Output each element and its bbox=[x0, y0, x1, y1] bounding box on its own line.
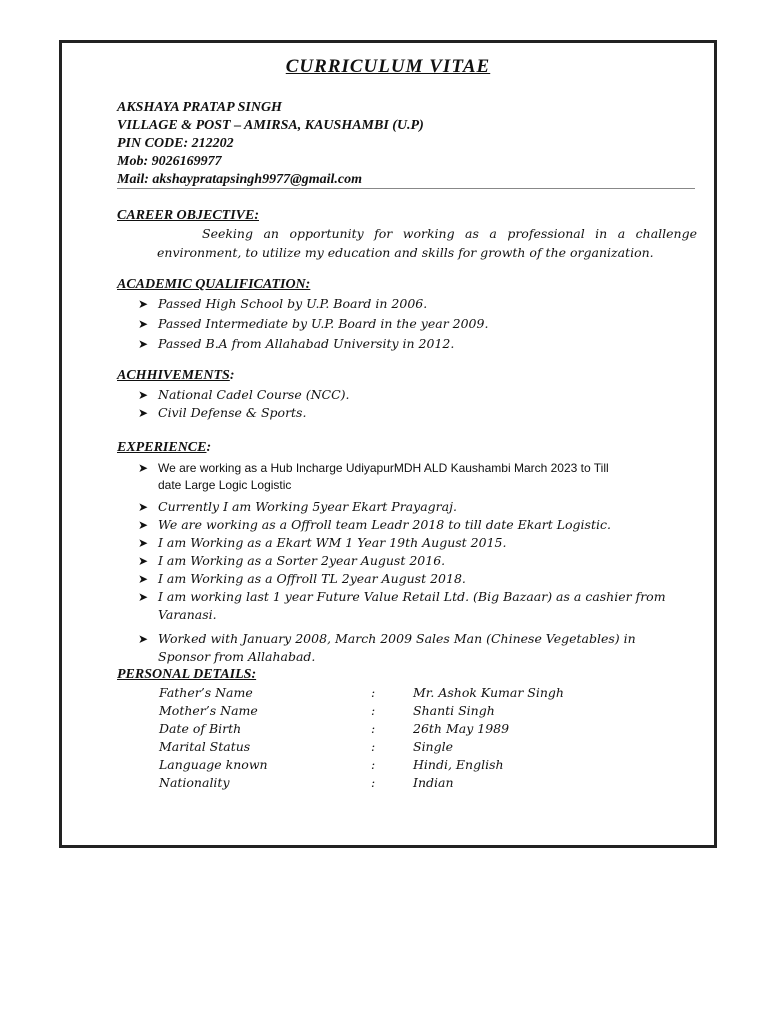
cv-title: CURRICULUM VITAE bbox=[285, 56, 491, 77]
arrow-bullet-icon: ➤ bbox=[138, 632, 149, 646]
arrow-bullet-icon: ➤ bbox=[138, 500, 149, 514]
email-address: Mail: akshaypratapsingh9977@gmail.com bbox=[117, 172, 363, 187]
career-objective-text: Seeking an opportunity for working as a professional in a challenge environment, to utilize my education and skills for growth of the organization. bbox=[157, 226, 697, 260]
arrow-bullet-icon: ➤ bbox=[138, 536, 149, 550]
achievements-heading: ACHHIVEMENTS: bbox=[117, 368, 235, 383]
table-row: Language known : Hindi, English bbox=[159, 757, 504, 772]
arrow-bullet-icon: ➤ bbox=[138, 317, 149, 331]
experience-heading: EXPERIENCE: bbox=[117, 440, 212, 455]
arrow-bullet-icon: ➤ bbox=[138, 337, 149, 351]
arrow-bullet-icon: ➤ bbox=[138, 461, 149, 475]
address-line: VILLAGE & POST – AMIRSA, KAUSHAMBI (U.P) bbox=[117, 118, 424, 133]
arrow-bullet-icon: ➤ bbox=[138, 590, 149, 604]
achievements-list bbox=[138, 386, 350, 422]
pin-code: PIN CODE: 212202 bbox=[117, 136, 234, 151]
mobile-number: Mob: 9026169977 bbox=[117, 154, 222, 169]
list-item: ➤ I am Working as a Ekart WM 1 Year 19th August 2015. bbox=[138, 535, 507, 550]
list-item: ➤ I am Working as a Sorter 2year August 2016. bbox=[138, 553, 446, 568]
list-item: ➤ I am Working as a Offroll TL 2year August 2018. bbox=[138, 571, 466, 586]
header-divider bbox=[117, 188, 695, 189]
arrow-bullet-icon: ➤ bbox=[138, 388, 149, 402]
list-item: ➤ Worked with January 2008, March 2009 Sales Man (Chinese Vegetables) in Sponsor from Allahabad. bbox=[138, 631, 636, 664]
table-row: Nationality : Indian bbox=[159, 775, 454, 790]
personal-details-heading: PERSONAL DETAILS: bbox=[117, 667, 257, 682]
list-item: ➤ Passed B.A from Allahabad University in 2012. bbox=[138, 334, 488, 354]
arrow-bullet-icon: ➤ bbox=[138, 406, 149, 420]
table-row: Father’s Name : Mr. Ashok Kumar Singh bbox=[159, 685, 564, 700]
career-objective-heading: CAREER OBJECTIVE: bbox=[117, 208, 259, 223]
experience-list bbox=[138, 460, 688, 672]
cv-page bbox=[59, 40, 717, 848]
arrow-bullet-icon: ➤ bbox=[138, 554, 149, 568]
table-row: Mother’s Name : Shanti Singh bbox=[159, 703, 495, 718]
contact-header bbox=[117, 99, 424, 189]
personal-details-table bbox=[159, 685, 564, 793]
list-item: ➤ Currently I am Working 5year Ekart Prayagraj. bbox=[138, 499, 457, 514]
list-item: ➤ Passed High School by U.P. Board in 2006. bbox=[138, 294, 488, 314]
academic-list bbox=[138, 294, 488, 354]
arrow-bullet-icon: ➤ bbox=[138, 518, 149, 532]
list-item: ➤ We are working as a Hub Incharge UdiyapurMDH ALD Kaushambi March 2023 to Till date Large Logic Logistic bbox=[138, 461, 609, 492]
list-item: ➤ We are working as a Offroll team Leadr 2018 to till date Ekart Logistic. bbox=[138, 517, 611, 532]
arrow-bullet-icon: ➤ bbox=[138, 297, 149, 311]
candidate-name: AKSHAYA PRATAP SINGH bbox=[117, 100, 282, 115]
list-item: ➤ National Cadel Course (NCC). bbox=[138, 387, 350, 402]
arrow-bullet-icon: ➤ bbox=[138, 572, 149, 586]
list-item: ➤ Civil Defense & Sports. bbox=[138, 405, 307, 420]
list-item: ➤ I am working last 1 year Future Value Retail Ltd. (Big Bazaar) as a cashier from Varanasi. bbox=[138, 589, 666, 622]
table-row: Date of Birth : 26th May 1989 bbox=[159, 721, 510, 736]
academic-heading: ACADEMIC QUALIFICATION: bbox=[117, 277, 311, 292]
table-row: Marital Status : Single bbox=[159, 739, 454, 754]
list-item: ➤ Passed Intermediate by U.P. Board in the year 2009. bbox=[138, 314, 488, 334]
